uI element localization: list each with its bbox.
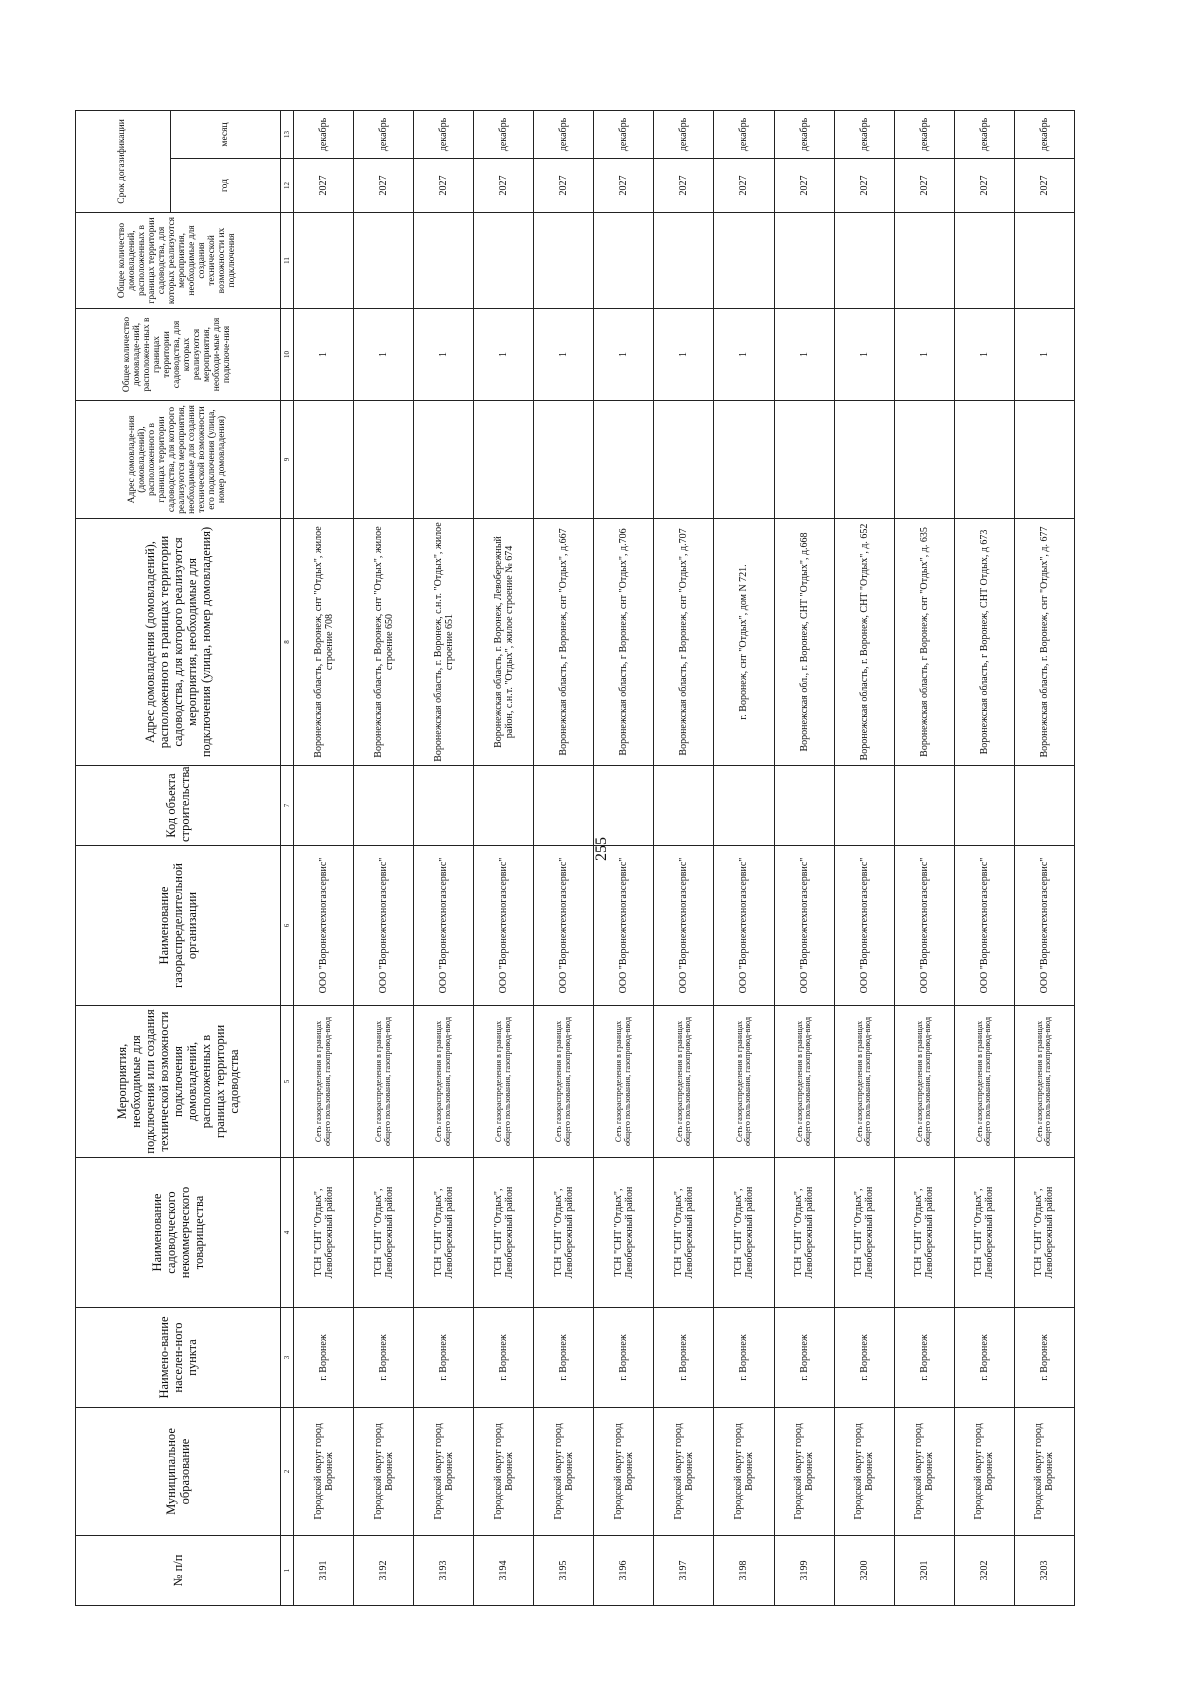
address-connection-cell: Воронежская область, г. Воронеж, СНТ "Отдых", д. 652 bbox=[834, 519, 894, 766]
object-code-cell bbox=[534, 766, 594, 846]
snt-cell: ТСН "СНТ "Отдых", Левобережный район bbox=[834, 1158, 894, 1308]
address-connection-cell: Воронежская область, г. Воронеж, Левобережный район, с.н.т. "Отдых", жилое строение № 674 bbox=[474, 519, 534, 766]
count-connection-cell: 1 bbox=[414, 309, 474, 401]
address-connection-cell: Воронежская область, г Воронеж, снт "Отдых", д.706 bbox=[594, 519, 654, 766]
year-cell: 2027 bbox=[294, 159, 354, 213]
settlement-cell: г. Воронеж bbox=[714, 1308, 774, 1408]
object-code-cell bbox=[714, 766, 774, 846]
gas-org-cell: ООО "Воронежтехногазсервис" bbox=[834, 846, 894, 1006]
event-cell: Сеть газораспределения в границах общего пользования, газопровод-ввод bbox=[474, 1006, 534, 1158]
month-cell: декабрь bbox=[1014, 110, 1074, 158]
table-row bbox=[354, 110, 414, 1605]
snt-cell: ТСН "СНТ "Отдых", Левобережный район bbox=[954, 1158, 1014, 1308]
gas-org-cell: ООО "Воронежтехногазсервис" bbox=[594, 846, 654, 1006]
header-object-code: Код объекта строительства bbox=[76, 766, 281, 846]
object-code-cell bbox=[1014, 766, 1074, 846]
table-row bbox=[654, 110, 714, 1605]
settlement-cell: г. Воронеж bbox=[414, 1308, 474, 1408]
gas-org-cell: ООО "Воронежтехногазсервис" bbox=[474, 846, 534, 1006]
gasification-table bbox=[75, 110, 1075, 1606]
count-technical-cell bbox=[294, 213, 354, 309]
count-connection-cell: 1 bbox=[594, 309, 654, 401]
header-gas-org: Наименование газораспределительной организации bbox=[76, 846, 281, 1006]
column-number: 13 bbox=[281, 110, 294, 158]
object-code-cell bbox=[474, 766, 534, 846]
gas-org-cell: ООО "Воронежтехногазсервис" bbox=[294, 846, 354, 1006]
address-technical-cell bbox=[654, 401, 714, 519]
snt-cell: ТСН "СНТ "Отдых", Левобережный район bbox=[534, 1158, 594, 1308]
row-number: 3194 bbox=[474, 1536, 534, 1606]
count-technical-cell bbox=[1014, 213, 1074, 309]
table-row bbox=[294, 110, 354, 1605]
settlement-cell: г. Воронеж bbox=[1014, 1308, 1074, 1408]
count-connection-cell: 1 bbox=[954, 309, 1014, 401]
count-connection-cell: 1 bbox=[294, 309, 354, 401]
row-number: 3200 bbox=[834, 1536, 894, 1606]
event-cell: Сеть газораспределения в границах общего пользования, газопровод-ввод bbox=[414, 1006, 474, 1158]
month-cell: декабрь bbox=[894, 110, 954, 158]
count-connection-cell: 1 bbox=[894, 309, 954, 401]
settlement-cell: г. Воронеж bbox=[894, 1308, 954, 1408]
event-cell: Сеть газораспределения в границах общего пользования, газопровод-ввод bbox=[894, 1006, 954, 1158]
event-cell: Сеть газораспределения в границах общего пользования, газопровод-ввод bbox=[774, 1006, 834, 1158]
gas-org-cell: ООО "Воронежтехногазсервис" bbox=[654, 846, 714, 1006]
row-number: 3196 bbox=[594, 1536, 654, 1606]
snt-cell: ТСН "СНТ "Отдых", Левобережный район bbox=[1014, 1158, 1074, 1308]
table-row bbox=[414, 110, 474, 1605]
address-connection-cell: Воронежская область, г Воронеж, снт "Отдых", д. 635 bbox=[894, 519, 954, 766]
address-technical-cell bbox=[894, 401, 954, 519]
object-code-cell bbox=[774, 766, 834, 846]
object-code-cell bbox=[594, 766, 654, 846]
year-cell: 2027 bbox=[654, 159, 714, 213]
count-connection-cell: 1 bbox=[534, 309, 594, 401]
event-cell: Сеть газораспределения в границах общего пользования, газопровод-ввод bbox=[1014, 1006, 1074, 1158]
address-connection-cell: Воронежская область, г Воронеж, снт "Отдых", д.707 bbox=[654, 519, 714, 766]
municipality-cell: Городской округ город Воронеж bbox=[894, 1408, 954, 1536]
address-technical-cell bbox=[1014, 401, 1074, 519]
event-cell: Сеть газораспределения в границах общего пользования, газопровод-ввод bbox=[834, 1006, 894, 1158]
address-connection-cell: Воронежская обл., г. Воронеж, СНТ "Отдых", д.668 bbox=[774, 519, 834, 766]
year-cell: 2027 bbox=[834, 159, 894, 213]
address-technical-cell bbox=[414, 401, 474, 519]
snt-cell: ТСН "СНТ "Отдых", Левобережный район bbox=[774, 1158, 834, 1308]
address-connection-cell: Воронежская область, г. Воронеж, с.н.т. "Отдых", жилое строение 651 bbox=[414, 519, 474, 766]
table-header bbox=[76, 110, 294, 1605]
gas-org-cell: ООО "Воронежтехногазсервис" bbox=[534, 846, 594, 1006]
count-technical-cell bbox=[534, 213, 594, 309]
address-technical-cell bbox=[534, 401, 594, 519]
table-row bbox=[594, 110, 654, 1605]
municipality-cell: Городской округ город Воронеж bbox=[414, 1408, 474, 1536]
year-cell: 2027 bbox=[894, 159, 954, 213]
object-code-cell bbox=[414, 766, 474, 846]
column-number-row bbox=[281, 110, 294, 1605]
year-cell: 2027 bbox=[354, 159, 414, 213]
address-technical-cell bbox=[474, 401, 534, 519]
address-technical-cell bbox=[954, 401, 1014, 519]
address-technical-cell bbox=[594, 401, 654, 519]
month-cell: декабрь bbox=[654, 110, 714, 158]
count-connection-cell: 1 bbox=[654, 309, 714, 401]
header-count-connection: Общее количество домовладе-ний, расположен-ных в границах территории садоводства, для которых реализуются мероприятия, необходи-мые для подключе-ния bbox=[76, 309, 281, 401]
settlement-cell: г. Воронеж bbox=[354, 1308, 414, 1408]
gas-org-cell: ООО "Воронежтехногазсервис" bbox=[354, 846, 414, 1006]
count-technical-cell bbox=[954, 213, 1014, 309]
event-cell: Сеть газораспределения в границах общего пользования, газопровод-ввод bbox=[954, 1006, 1014, 1158]
month-cell: декабрь bbox=[354, 110, 414, 158]
snt-cell: ТСН "СНТ "Отдых", Левобережный район bbox=[654, 1158, 714, 1308]
header-term: Срок догазификации bbox=[76, 110, 171, 212]
count-connection-cell: 1 bbox=[354, 309, 414, 401]
column-number: 4 bbox=[281, 1158, 294, 1308]
snt-cell: ТСН "СНТ "Отдых", Левобережный район bbox=[714, 1158, 774, 1308]
header-settlement: Наимено-вание населен-ного пункта bbox=[76, 1308, 281, 1408]
page-number: 255 bbox=[593, 837, 610, 861]
year-cell: 2027 bbox=[414, 159, 474, 213]
count-technical-cell bbox=[414, 213, 474, 309]
header-number: № п/п bbox=[76, 1536, 281, 1606]
address-connection-cell: Воронежская область, г Воронеж, снт "Отдых", д.667 bbox=[534, 519, 594, 766]
year-cell: 2027 bbox=[594, 159, 654, 213]
snt-cell: ТСН "СНТ "Отдых", Левобережный район bbox=[354, 1158, 414, 1308]
event-cell: Сеть газораспределения в границах общего пользования, газопровод-ввод bbox=[534, 1006, 594, 1158]
row-number: 3202 bbox=[954, 1536, 1014, 1606]
object-code-cell bbox=[894, 766, 954, 846]
municipality-cell: Городской округ город Воронеж bbox=[534, 1408, 594, 1536]
event-cell: Сеть газораспределения в границах общего пользования, газопровод-ввод bbox=[594, 1006, 654, 1158]
column-number: 12 bbox=[281, 159, 294, 213]
header-municipality: Муниципальное образование bbox=[76, 1408, 281, 1536]
gas-org-cell: ООО "Воронежтехногазсервис" bbox=[714, 846, 774, 1006]
month-cell: декабрь bbox=[534, 110, 594, 158]
column-number: 10 bbox=[281, 309, 294, 401]
count-technical-cell bbox=[654, 213, 714, 309]
row-number: 3203 bbox=[1014, 1536, 1074, 1606]
municipality-cell: Городской округ город Воронеж bbox=[474, 1408, 534, 1536]
event-cell: Сеть газораспределения в границах общего пользования, газопровод-ввод bbox=[714, 1006, 774, 1158]
column-number: 3 bbox=[281, 1308, 294, 1408]
event-cell: Сеть газораспределения в границах общего пользования, газопровод-ввод bbox=[654, 1006, 714, 1158]
row-number: 3192 bbox=[354, 1536, 414, 1606]
municipality-cell: Городской округ город Воронеж bbox=[654, 1408, 714, 1536]
address-technical-cell bbox=[354, 401, 414, 519]
address-technical-cell bbox=[774, 401, 834, 519]
column-number: 2 bbox=[281, 1408, 294, 1536]
row-number: 3201 bbox=[894, 1536, 954, 1606]
header-count-technical: Общее количество домовладений, расположенных в границах территории садоводства, для которых реализуются мероприятия, необходимые для создания технической возможности их подключения bbox=[76, 213, 281, 309]
snt-cell: ТСН "СНТ "Отдых", Левобережный район bbox=[294, 1158, 354, 1308]
month-cell: декабрь bbox=[594, 110, 654, 158]
row-number: 3199 bbox=[774, 1536, 834, 1606]
object-code-cell bbox=[654, 766, 714, 846]
header-address-connection: Адрес домовладения (домовладений), расположенного в границах территории садоводства, для которого реализуются мероприятия, необходимые для подключения (улица, номер домовладения) bbox=[76, 519, 281, 766]
gas-org-cell: ООО "Воронежтехногазсервис" bbox=[894, 846, 954, 1006]
column-number: 6 bbox=[281, 846, 294, 1006]
row-number: 3191 bbox=[294, 1536, 354, 1606]
address-connection-cell: г. Воронеж, снт "Отдых", дом N 721. bbox=[714, 519, 774, 766]
header-month: месяц bbox=[171, 110, 281, 158]
row-number: 3195 bbox=[534, 1536, 594, 1606]
settlement-cell: г. Воронеж bbox=[294, 1308, 354, 1408]
object-code-cell bbox=[354, 766, 414, 846]
column-number: 5 bbox=[281, 1006, 294, 1158]
table-row bbox=[954, 110, 1014, 1605]
address-technical-cell bbox=[714, 401, 774, 519]
month-cell: декабрь bbox=[954, 110, 1014, 158]
count-connection-cell: 1 bbox=[774, 309, 834, 401]
header-events: Мероприятия, необходимые для подключения или создания технической возможности подключения домовладений, расположенных в границах территории садоводства bbox=[76, 1006, 281, 1158]
municipality-cell: Городской округ город Воронеж bbox=[774, 1408, 834, 1536]
count-technical-cell bbox=[714, 213, 774, 309]
month-cell: декабрь bbox=[474, 110, 534, 158]
month-cell: декабрь bbox=[834, 110, 894, 158]
header-address-technical: Адрес домовладе-ния (домовладений), расположенного в границах территории садоводства, для которого реализуются мероприятия, необходимые для создания технической возможности его подключения (улица, номер домовладения) bbox=[76, 401, 281, 519]
count-connection-cell: 1 bbox=[834, 309, 894, 401]
month-cell: декабрь bbox=[294, 110, 354, 158]
month-cell: декабрь bbox=[414, 110, 474, 158]
year-cell: 2027 bbox=[474, 159, 534, 213]
snt-cell: ТСН "СНТ "Отдых", Левобережный район bbox=[474, 1158, 534, 1308]
row-number: 3193 bbox=[414, 1536, 474, 1606]
event-cell: Сеть газораспределения в границах общего пользования, газопровод-ввод bbox=[294, 1006, 354, 1158]
count-connection-cell: 1 bbox=[714, 309, 774, 401]
table-row bbox=[1014, 110, 1074, 1605]
municipality-cell: Городской округ город Воронеж bbox=[834, 1408, 894, 1536]
snt-cell: ТСН "СНТ "Отдых", Левобережный район bbox=[414, 1158, 474, 1308]
count-technical-cell bbox=[834, 213, 894, 309]
year-cell: 2027 bbox=[534, 159, 594, 213]
settlement-cell: г. Воронеж bbox=[534, 1308, 594, 1408]
table-body bbox=[294, 110, 1075, 1605]
header-year: год bbox=[171, 159, 281, 213]
count-connection-cell: 1 bbox=[1014, 309, 1074, 401]
address-connection-cell: Воронежская область, г Воронеж, СНТ Отдых, д 673 bbox=[954, 519, 1014, 766]
settlement-cell: г. Воронеж bbox=[594, 1308, 654, 1408]
address-technical-cell bbox=[294, 401, 354, 519]
row-number: 3197 bbox=[654, 1536, 714, 1606]
table-row bbox=[894, 110, 954, 1605]
column-number: 11 bbox=[281, 213, 294, 309]
settlement-cell: г. Воронеж bbox=[834, 1308, 894, 1408]
address-connection-cell: Воронежская область, г Воронеж, снт "Отдых", жилое строение 650 bbox=[354, 519, 414, 766]
settlement-cell: г. Воронеж bbox=[954, 1308, 1014, 1408]
address-connection-cell: Воронежская область, г Воронеж, снт "Отдых", жилое строение 708 bbox=[294, 519, 354, 766]
count-technical-cell bbox=[774, 213, 834, 309]
object-code-cell bbox=[294, 766, 354, 846]
count-technical-cell bbox=[354, 213, 414, 309]
gas-org-cell: ООО "Воронежтехногазсервис" bbox=[1014, 846, 1074, 1006]
settlement-cell: г. Воронеж bbox=[474, 1308, 534, 1408]
settlement-cell: г. Воронеж bbox=[774, 1308, 834, 1408]
count-technical-cell bbox=[894, 213, 954, 309]
column-number: 1 bbox=[281, 1536, 294, 1606]
count-technical-cell bbox=[594, 213, 654, 309]
snt-cell: ТСН "СНТ "Отдых", Левобережный район bbox=[594, 1158, 654, 1308]
column-number: 8 bbox=[281, 519, 294, 766]
count-technical-cell bbox=[474, 213, 534, 309]
gas-org-cell: ООО "Воронежтехногазсервис" bbox=[414, 846, 474, 1006]
column-number: 9 bbox=[281, 401, 294, 519]
municipality-cell: Городской округ город Воронеж bbox=[954, 1408, 1014, 1536]
table-row bbox=[714, 110, 774, 1605]
table-row bbox=[474, 110, 534, 1605]
address-connection-cell: Воронежская область, г. Воронеж, снт "Отдых", д. 677 bbox=[1014, 519, 1074, 766]
municipality-cell: Городской округ город Воронеж bbox=[294, 1408, 354, 1536]
settlement-cell: г. Воронеж bbox=[654, 1308, 714, 1408]
count-connection-cell: 1 bbox=[474, 309, 534, 401]
address-technical-cell bbox=[834, 401, 894, 519]
event-cell: Сеть газораспределения в границах общего пользования, газопровод-ввод bbox=[354, 1006, 414, 1158]
table-row bbox=[534, 110, 594, 1605]
month-cell: декабрь bbox=[714, 110, 774, 158]
year-cell: 2027 bbox=[1014, 159, 1074, 213]
snt-cell: ТСН "СНТ "Отдых", Левобережный район bbox=[894, 1158, 954, 1308]
column-number: 7 bbox=[281, 766, 294, 846]
municipality-cell: Городской округ город Воронеж bbox=[714, 1408, 774, 1536]
year-cell: 2027 bbox=[774, 159, 834, 213]
table-row bbox=[834, 110, 894, 1605]
header-snt: Наименование садоводческого некоммерческого товарищества bbox=[76, 1158, 281, 1308]
municipality-cell: Городской округ город Воронеж bbox=[1014, 1408, 1074, 1536]
gas-org-cell: ООО "Воронежтехногазсервис" bbox=[774, 846, 834, 1006]
object-code-cell bbox=[954, 766, 1014, 846]
municipality-cell: Городской округ город Воронеж bbox=[354, 1408, 414, 1536]
month-cell: декабрь bbox=[774, 110, 834, 158]
rotated-table-container bbox=[75, 111, 1075, 1606]
row-number: 3198 bbox=[714, 1536, 774, 1606]
year-cell: 2027 bbox=[714, 159, 774, 213]
object-code-cell bbox=[834, 766, 894, 846]
gas-org-cell: ООО "Воронежтехногазсервис" bbox=[954, 846, 1014, 1006]
table-row bbox=[774, 110, 834, 1605]
municipality-cell: Городской округ город Воронеж bbox=[594, 1408, 654, 1536]
year-cell: 2027 bbox=[954, 159, 1014, 213]
